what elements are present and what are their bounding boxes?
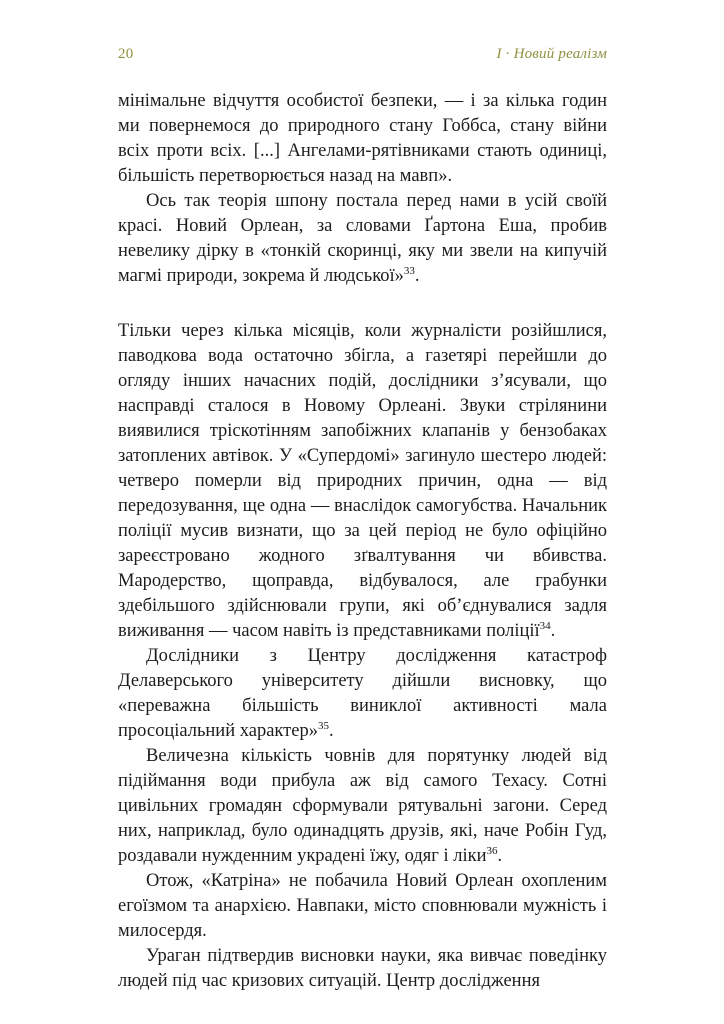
text-block <box>118 89 607 994</box>
page-header <box>118 46 607 63</box>
paragraph: Тільки через кілька місяців, коли журналісти розійшлися, паводкова вода остаточно збігла, а газетярі перейшли до огляду інших начасних подій, дослідники з’ясували, що насправді сталося в Новому Орлеані. Звуки стрілянини виявилися тріскотінням запобіжних клапанів у бензобаках затоплених автівок. У «Супердомі» загинуло шестеро людей: четверо померли від природних причин, одна — від передозування, ще одна — внаслідок самогубства. Начальник поліції мусив визнати, що за цей період не було офіційно зареєстровано жодного зґвалтування чи вбивства. Мародерство, щоправда, відбувалося, але грабунки здебільшого здійснювали групи, які об’єднувалися задля виживання — часом навіть із представниками поліції$^{34}$. <box>118 321 607 641</box>
chapter-title: І · Новий реалізм <box>496 46 607 62</box>
paragraph: Величезна кількість човнів для порятунку людей від підіймання води прибула аж від самого Техасу. Сотні цивільних громадян сформували рятувальні загони. Серед них, наприклад, було одинадцять друзів, які, наче Робін Гуд, роздавали нужденним украдені їжу, одяг і ліки$^{36}$. <box>118 746 607 866</box>
paragraph: Ураган підтвердив висновки науки, яка вивчає поведінку людей під час кризових ситуацій. Центр дослідження <box>118 946 607 991</box>
footnote-ref: 34 <box>539 619 551 632</box>
footnote-ref: 35 <box>317 719 329 732</box>
footnote-ref: 36 <box>486 844 498 857</box>
footnote-ref: 33 <box>403 264 415 277</box>
paragraph: мінімальне відчуття особистої безпеки, — і за кілька годин ми повернемося до природного стану Гоббса, стану війни всіх проти всіх. [...] Ангелами-рятівниками стають одиниці, більшість перетворюється назад на мавп». <box>118 91 607 186</box>
paragraph: Ось так теорія шпону постала перед нами в усій своїй красі. Новий Орлеан, за словами Ґартона Еша, пробив невелику дірку в «тонкій скоринці, яку ми звели на кипучій магмі природи, зокрема й людської»$^{33}$. <box>118 191 607 286</box>
paragraph: Дослідники з Центру дослідження катастроф Делаверського університету дійшли висновку, що «переважна більшість виниклої активності мала просоціальний характер»$^{35}$. <box>118 646 607 741</box>
page-number: 20 <box>118 46 134 62</box>
paragraph: Отож, «Катріна» не побачила Новий Орлеан охопленим егоїзмом та анархією. Навпаки, місто сповнювали мужність і милосердя. <box>118 871 607 941</box>
